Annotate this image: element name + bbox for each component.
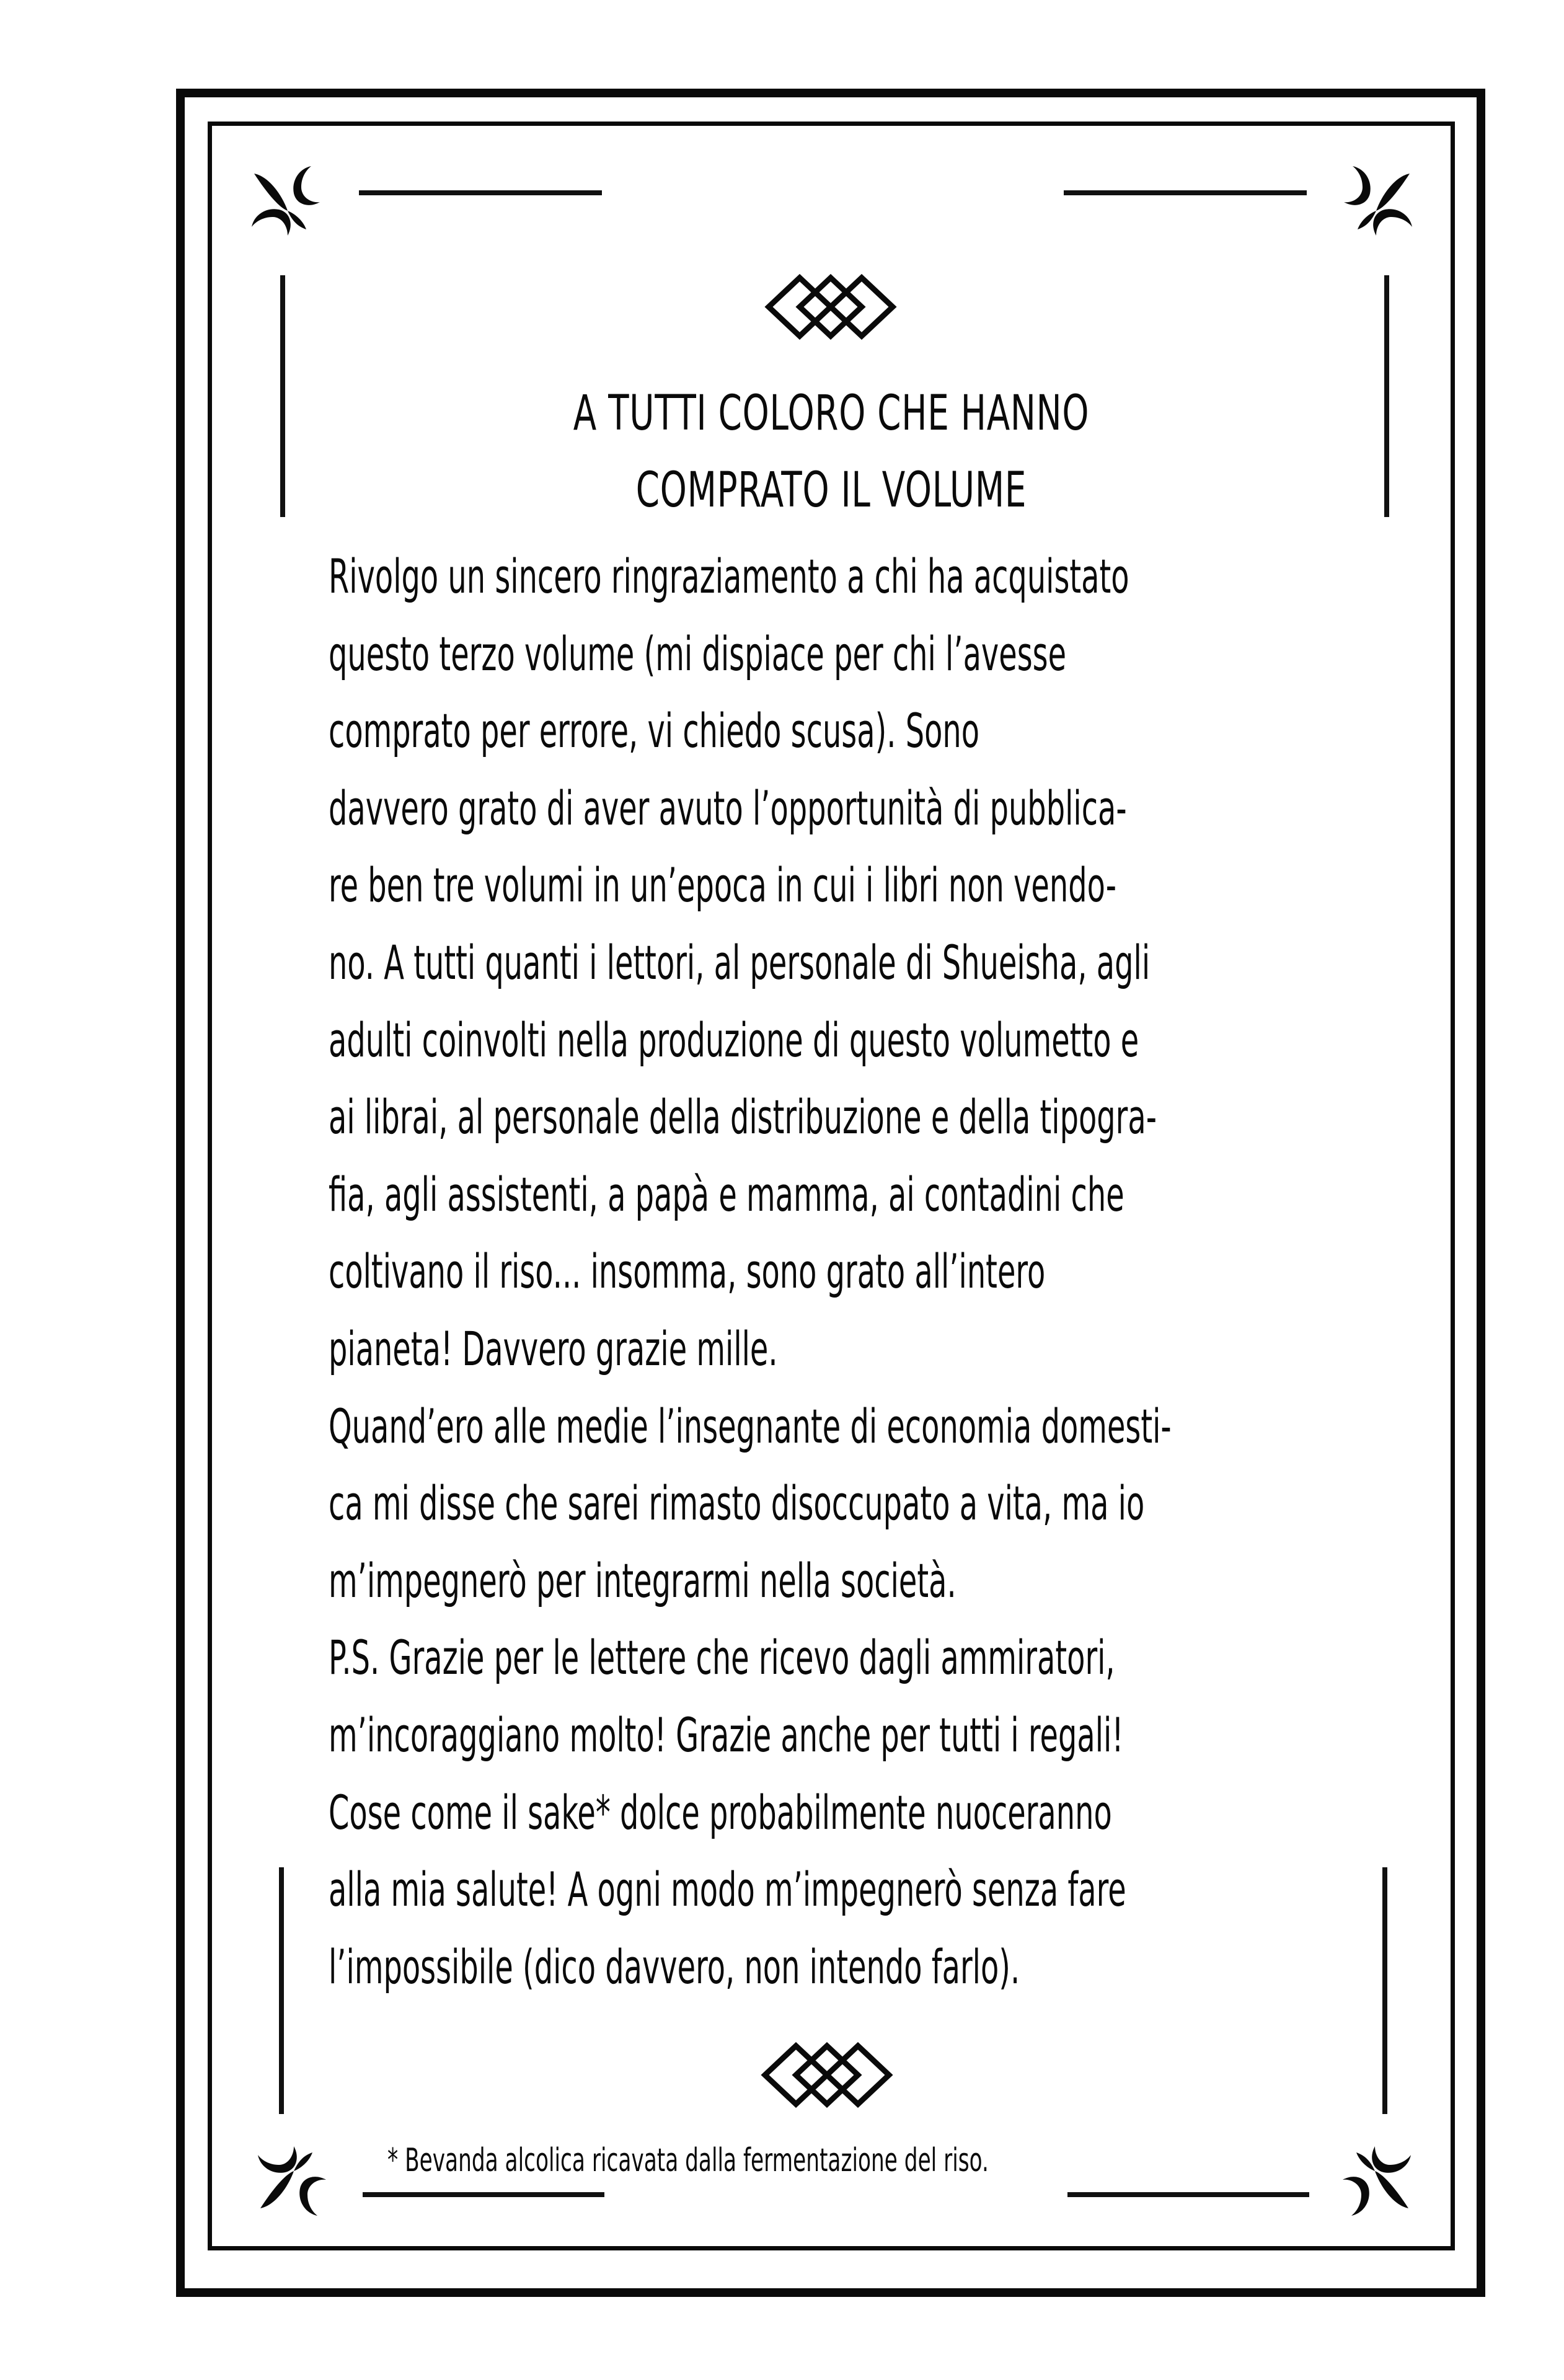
- body-line: adulti coinvolti nella produzione di questo volumetto e: [329, 1012, 1139, 1068]
- footnote: * Bevanda alcolica ricavata dalla fermentazione del riso.: [387, 2142, 989, 2179]
- body-line: Rivolgo un sincero ringraziamento a chi ha acquistato: [329, 549, 1129, 604]
- body-line: re ben tre volumi in un’epoca in cui i libri non vendo-: [329, 857, 1117, 913]
- right-top-side-bar: [1384, 275, 1389, 517]
- body-line: coltivano il riso... insomma, sono grato all’intero: [329, 1244, 1046, 1299]
- body-line: m’incoraggiano molto! Grazie anche per tutti i regali!: [329, 1707, 1124, 1763]
- body-line: no. A tutti quanti i lettori, al personale di Shueisha, agli: [329, 934, 1151, 990]
- body-line: fia, agli assistenti, a papà e mamma, ai contadini che: [329, 1166, 1124, 1222]
- fleur-de-lis-icon: [255, 2139, 330, 2219]
- body-line: m’impegnerò per integrarmi nella società.: [329, 1552, 957, 1608]
- interlaced-diamonds-icon: [760, 2041, 893, 2109]
- left-bottom-side-bar: [279, 1867, 284, 2114]
- body-line: l’impossibile (dico davvero, non intendo farlo).: [329, 1939, 1020, 1994]
- body-line: davvero grato di aver avuto l’opportunità di pubblica-: [329, 780, 1127, 836]
- body-line: ca mi disse che sarei rimasto disoccupato a vita, ma io: [329, 1475, 1145, 1531]
- body-line: comprato per errore, vi chiedo scusa). Sono: [329, 703, 980, 759]
- body-line: ai librai, al personale della distribuzione e della tipogra-: [329, 1089, 1157, 1145]
- fleur-de-lis-icon: [1339, 2139, 1413, 2219]
- bottom-right-rule: [1067, 2192, 1309, 2197]
- body-line: P.S. Grazie per le lettere che ricevo dagli ammiratori,: [329, 1630, 1115, 1686]
- top-right-rule: [1064, 190, 1307, 195]
- left-top-side-bar: [280, 275, 285, 517]
- interlaced-diamonds-icon: [764, 273, 897, 341]
- body-line: pianeta! Davvero grazie mille.: [329, 1321, 778, 1376]
- top-left-rule: [359, 190, 602, 195]
- message-body: [329, 538, 1382, 2006]
- bottom-left-rule: [363, 2192, 604, 2197]
- fleur-de-lis-icon: [249, 162, 324, 243]
- page-title-line-1: A TUTTI COLORO CHE HANNO: [573, 386, 1090, 441]
- right-bottom-side-bar: [1382, 1867, 1387, 2114]
- body-line: Quand’ero alle medie l’insegnante di economia domesti-: [329, 1398, 1172, 1454]
- body-line: Cose come il sake* dolce probabilmente nuoceranno: [329, 1784, 1112, 1840]
- fleur-de-lis-icon: [1340, 162, 1415, 243]
- body-line: alla mia salute! A ogni modo m’impegnerò senza fare: [329, 1862, 1126, 1918]
- body-line: questo terzo volume (mi dispiace per chi l’avesse: [329, 626, 1067, 681]
- page-title-line-2: COMPRATO IL VOLUME: [635, 462, 1027, 518]
